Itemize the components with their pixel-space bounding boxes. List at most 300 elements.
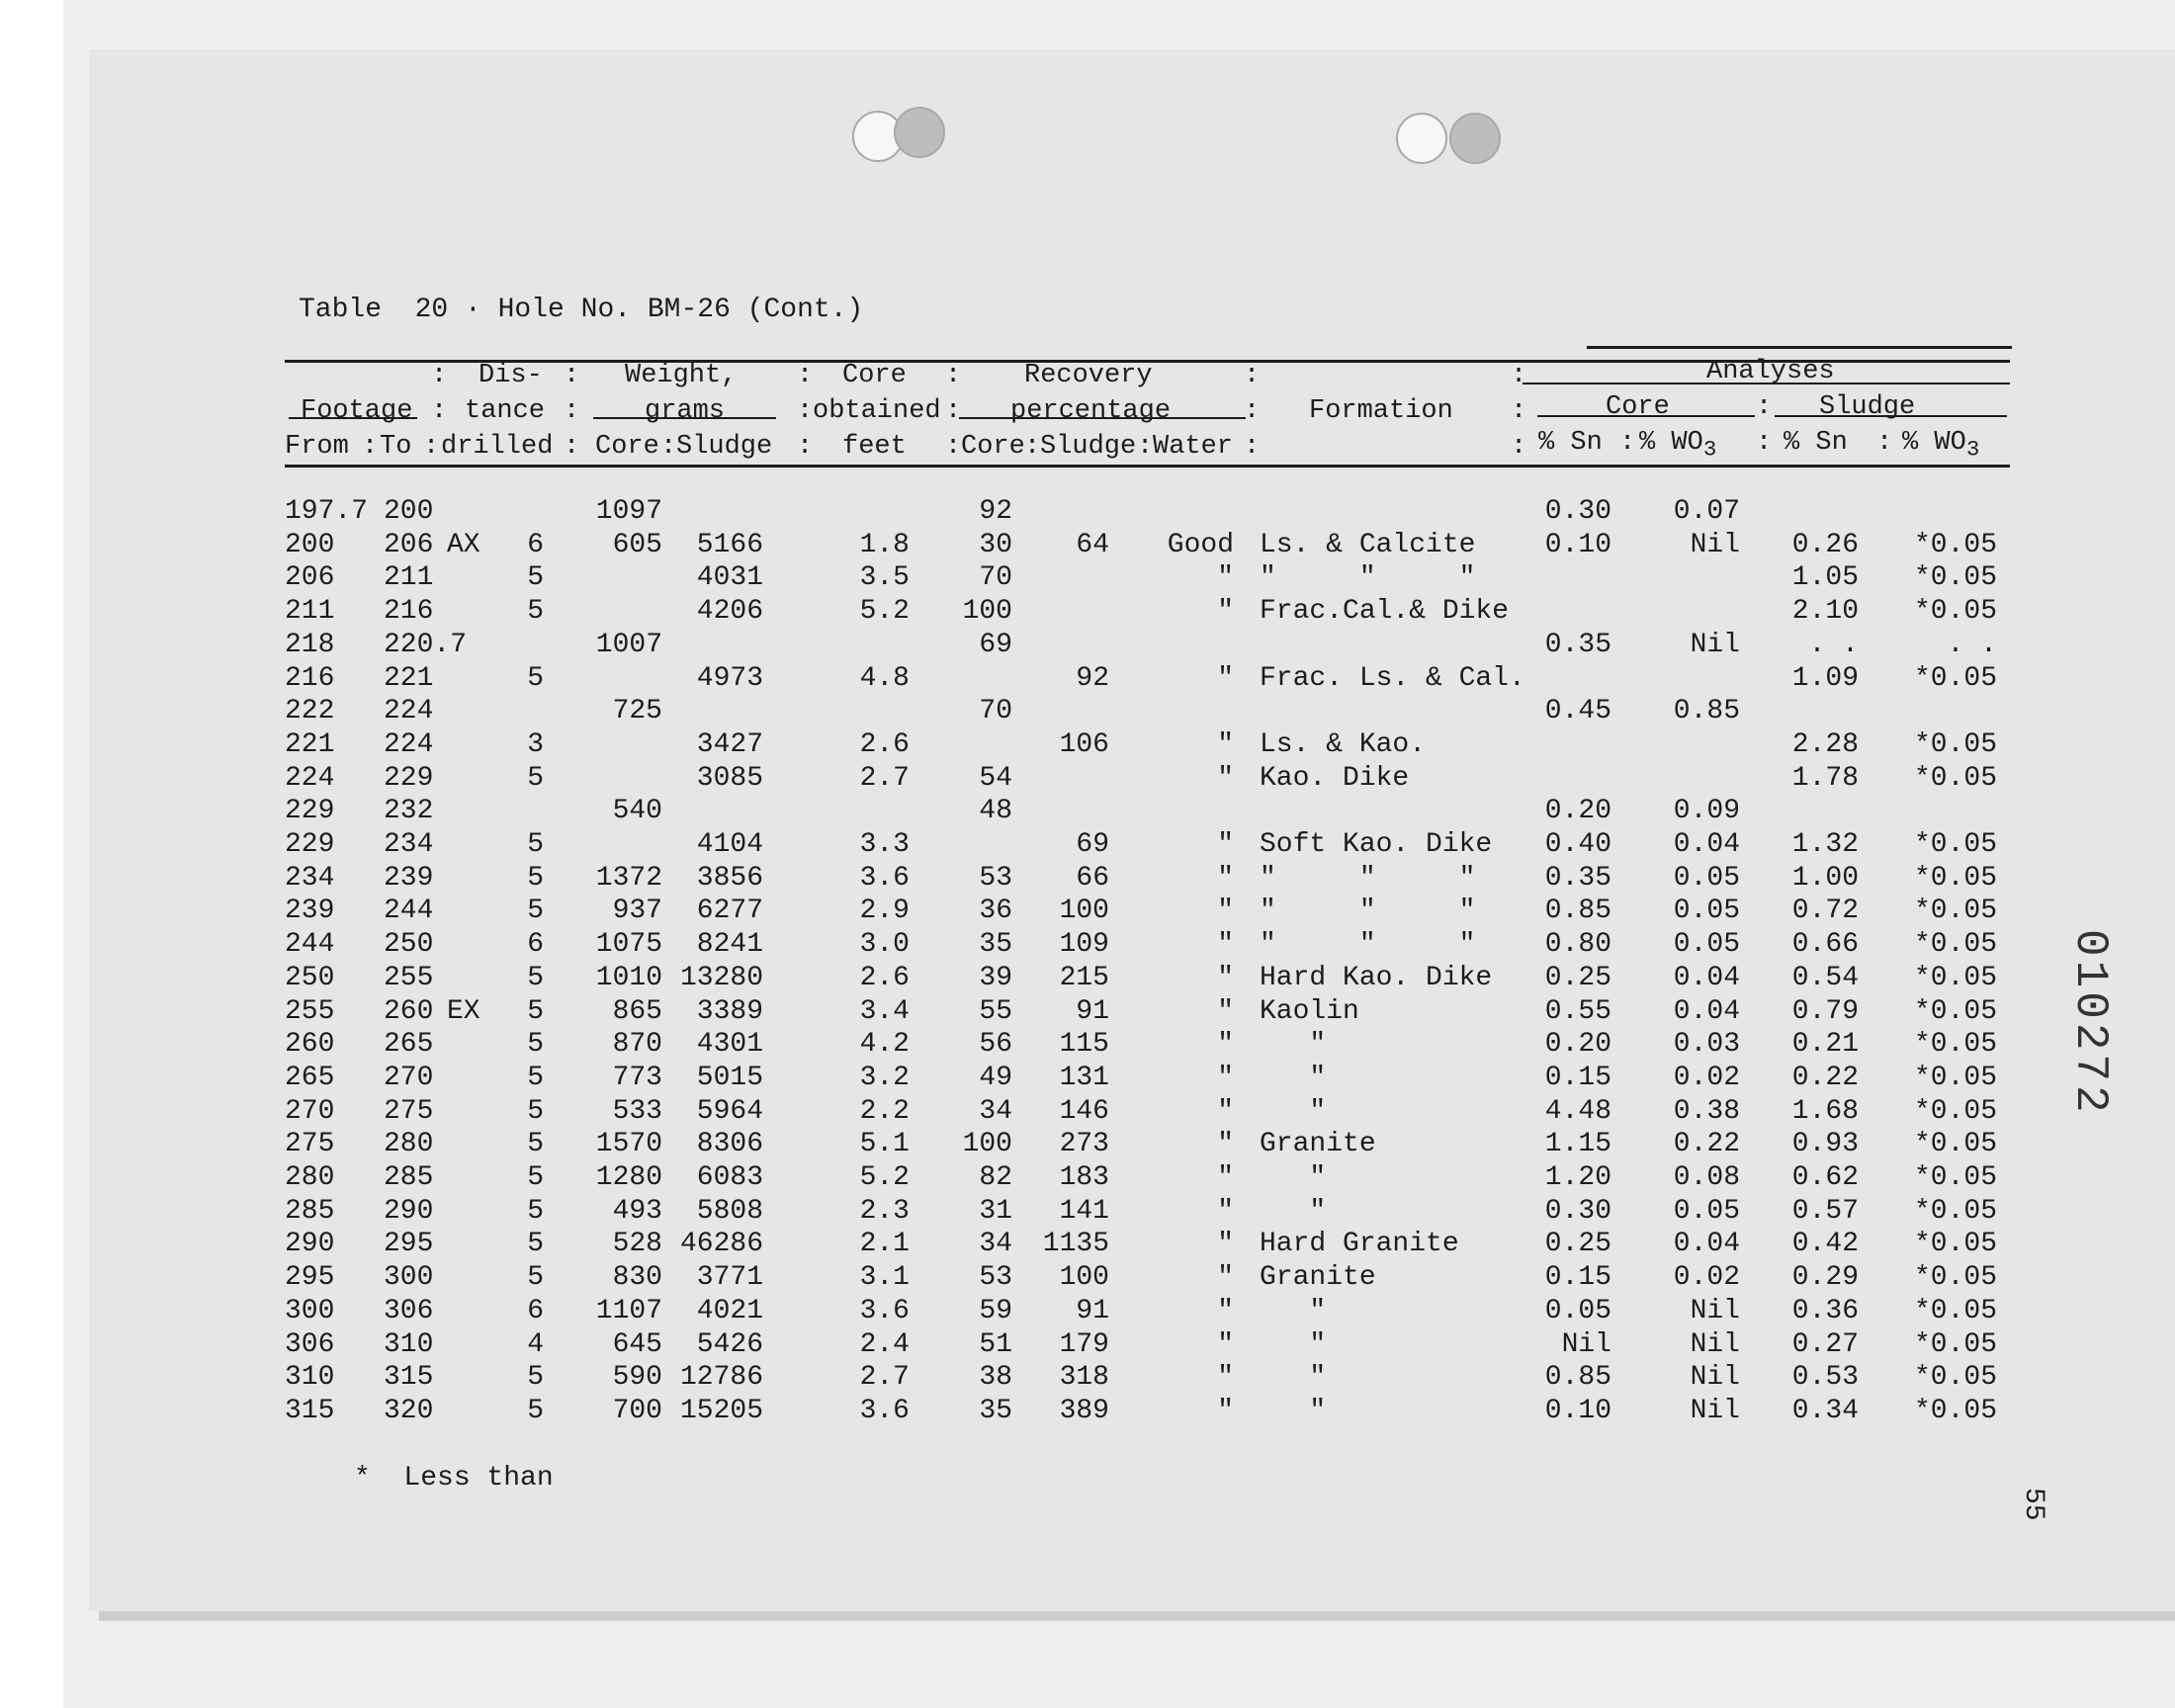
cell-rcore: 53: [979, 1262, 1012, 1294]
cell-formation: Soft Kao. Dike: [1260, 829, 1493, 860]
hdr-core-obtained-1: Core: [842, 361, 907, 390]
cell-csn: 0.20: [1544, 796, 1611, 827]
cell-csn: 0.25: [1544, 1229, 1611, 1260]
cell-csn: 0.15: [1544, 1062, 1611, 1093]
cell-wcore: 1372: [595, 862, 662, 894]
cell-to: 315: [384, 1362, 434, 1394]
cell-csn: 0.45: [1544, 696, 1611, 727]
cell-from: 315: [285, 1395, 335, 1426]
cell-dist: 5: [527, 562, 544, 594]
cell-swo: *0.05: [1913, 662, 1997, 694]
cell-from: 280: [285, 1162, 335, 1193]
cell-wsludge: 5166: [696, 529, 763, 560]
cell-ssn: 0.26: [1791, 529, 1859, 560]
cell-rsludge: 318: [1059, 1362, 1109, 1394]
cell-rsludge: 100: [1059, 896, 1109, 927]
cell-to: 211: [384, 562, 434, 594]
footnote: * Less than: [354, 1463, 554, 1494]
cell-formation: Granite: [1260, 1262, 1376, 1294]
cell-dist: 5: [527, 1062, 544, 1093]
cell-formation: ": [1260, 1162, 1327, 1193]
cell-rsludge: 141: [1059, 1195, 1109, 1227]
cell-cobt: 3.6: [859, 1295, 910, 1326]
cell-wcore: 1010: [595, 962, 662, 993]
cell-cobt: 4.2: [859, 1029, 910, 1061]
cell-formation: Granite: [1260, 1129, 1376, 1160]
cell-wcore: 493: [612, 1195, 662, 1227]
page-number: 55: [2018, 1488, 2048, 1521]
cell-wsludge: 4301: [696, 1029, 763, 1061]
cell-rcore: 69: [979, 629, 1012, 660]
cell-wsludge: 3771: [696, 1262, 763, 1294]
cell-rsludge: 389: [1059, 1395, 1109, 1426]
cell-csn: 0.85: [1544, 896, 1611, 927]
cell-csn: 0.10: [1544, 529, 1611, 560]
cell-cobt: 1.8: [859, 529, 910, 560]
cell-formation: Hard Granite: [1260, 1229, 1459, 1260]
cell-to: 306: [384, 1295, 434, 1326]
hdr-weight-2: grams: [645, 396, 726, 426]
cell-formation: ": [1260, 1295, 1327, 1326]
cell-dist: 5: [527, 662, 544, 694]
cell-wsludge: 5426: [696, 1328, 763, 1360]
cell-rsludge: 64: [1076, 529, 1109, 560]
cell-to: 265: [384, 1029, 434, 1061]
cell-to: 224: [384, 728, 434, 760]
cell-swo: *0.05: [1913, 529, 1997, 560]
cell-cobt: 2.7: [859, 1362, 910, 1394]
cell-from: 295: [285, 1262, 335, 1294]
cell-to: 255: [384, 962, 434, 993]
cell-wsludge: 4021: [696, 1295, 763, 1326]
cell-bit: AX: [447, 529, 480, 560]
hdr-formation: Formation: [1309, 396, 1453, 426]
cell-swo: *0.05: [1913, 1395, 1997, 1426]
cell-water: ": [1217, 962, 1234, 993]
hdr-analyses: Analyses: [1706, 357, 1835, 386]
cell-dist: 5: [527, 1162, 544, 1193]
cell-ssn: 0.72: [1791, 896, 1859, 927]
cell-rcore: 56: [979, 1029, 1012, 1061]
cell-cwo: Nil: [1690, 1395, 1740, 1426]
cell-wcore: 700: [612, 1395, 662, 1426]
cell-rcore: 54: [979, 762, 1012, 794]
cell-dist: 5: [527, 995, 544, 1027]
cell-swo: *0.05: [1913, 1095, 1997, 1127]
cell-cwo: 0.03: [1673, 1029, 1740, 1061]
cell-rcore: 82: [979, 1162, 1012, 1193]
cell-csn: 0.10: [1544, 1395, 1611, 1426]
cell-csn: 0.30: [1544, 496, 1611, 527]
cell-cobt: 3.4: [859, 995, 910, 1027]
cell-wsludge: 13280: [679, 962, 763, 993]
cell-cobt: 3.6: [859, 862, 910, 894]
cell-dist: 6: [527, 529, 544, 560]
cell-from: 221: [285, 728, 335, 760]
cell-rsludge: 273: [1059, 1129, 1109, 1160]
cell-wcore: 1107: [595, 1295, 662, 1326]
cell-rsludge: 66: [1076, 862, 1109, 894]
cell-dist: 5: [527, 1095, 544, 1127]
cell-from: 224: [285, 762, 335, 794]
cell-cwo: 0.05: [1673, 896, 1740, 927]
cell-ssn: 0.57: [1791, 1195, 1859, 1227]
cell-cobt: 5.1: [859, 1129, 910, 1160]
cell-swo: . .: [1947, 629, 1997, 660]
cell-dist: 6: [527, 929, 544, 961]
cell-wcore: 725: [612, 696, 662, 727]
cell-rcore: 34: [979, 1229, 1012, 1260]
cell-cwo: 0.05: [1673, 929, 1740, 961]
cell-dist: 5: [527, 862, 544, 894]
cell-dist: 3: [527, 728, 544, 760]
cell-from: 290: [285, 1229, 335, 1260]
cell-to: 270: [384, 1062, 434, 1093]
cell-water: ": [1217, 1295, 1234, 1326]
cell-swo: *0.05: [1913, 762, 1997, 794]
cell-ssn: 0.66: [1791, 929, 1859, 961]
cell-csn: 0.20: [1544, 1029, 1611, 1061]
cell-ssn: 0.62: [1791, 1162, 1859, 1193]
cell-csn: 1.20: [1544, 1162, 1611, 1193]
cell-to: 200: [384, 496, 434, 527]
cell-dist: 5: [527, 896, 544, 927]
cell-swo: *0.05: [1913, 995, 1997, 1027]
cell-cobt: 3.1: [859, 1262, 910, 1294]
cell-rcore: 49: [979, 1062, 1012, 1093]
cell-cobt: 2.7: [859, 762, 910, 794]
cell-water: ": [1217, 862, 1234, 894]
cell-water: ": [1217, 929, 1234, 961]
cell-from: 285: [285, 1195, 335, 1227]
cell-rcore: 34: [979, 1095, 1012, 1127]
cell-from: 206: [285, 562, 335, 594]
cell-water: ": [1217, 1129, 1234, 1160]
cell-csn: Nil: [1561, 1328, 1611, 1360]
cell-ssn: 0.79: [1791, 995, 1859, 1027]
cell-to: 220.7: [384, 629, 468, 660]
cell-water: ": [1217, 1395, 1234, 1426]
cell-wsludge: 6083: [696, 1162, 763, 1193]
hdr-recovery-water: Water: [1153, 432, 1234, 462]
cell-wsludge: 4973: [696, 662, 763, 694]
cell-cwo: 0.09: [1673, 796, 1740, 827]
cell-to: 229: [384, 762, 434, 794]
hdr-weight-1: Weight,: [625, 361, 738, 390]
cell-dist: 5: [527, 1395, 544, 1426]
cell-formation: " " ": [1260, 896, 1476, 927]
cell-rsludge: 100: [1059, 1262, 1109, 1294]
cell-to: 250: [384, 929, 434, 961]
cell-rsludge: 115: [1059, 1029, 1109, 1061]
cell-from: 250: [285, 962, 335, 993]
cell-swo: *0.05: [1913, 562, 1997, 594]
cell-formation: Frac.Cal.& Dike: [1260, 596, 1510, 628]
cell-water: ": [1217, 762, 1234, 794]
cell-rcore: 100: [962, 596, 1012, 628]
scan-margin: [0, 0, 63, 1708]
cell-from: 197.7: [285, 496, 369, 527]
cell-cwo: 0.05: [1673, 1195, 1740, 1227]
cell-swo: *0.05: [1913, 1295, 1997, 1326]
cell-cwo: 0.08: [1673, 1162, 1740, 1193]
cell-wsludge: 3427: [696, 728, 763, 760]
cell-wsludge: 3389: [696, 995, 763, 1027]
cell-rsludge: 109: [1059, 929, 1109, 961]
cell-csn: 0.55: [1544, 995, 1611, 1027]
cell-to: 232: [384, 796, 434, 827]
cell-ssn: 1.09: [1791, 662, 1859, 694]
cell-wsludge: 46286: [679, 1229, 763, 1260]
cell-from: 200: [285, 529, 335, 560]
cell-to: 285: [384, 1162, 434, 1193]
cell-cobt: 2.4: [859, 1328, 910, 1360]
cell-ssn: . .: [1808, 629, 1859, 660]
cell-cwo: 0.04: [1673, 1229, 1740, 1260]
cell-dist: 4: [527, 1328, 544, 1360]
cell-water: ": [1217, 829, 1234, 860]
cell-swo: *0.05: [1913, 1328, 1997, 1360]
cell-wcore: 773: [612, 1062, 662, 1093]
cell-water: Good: [1167, 529, 1234, 560]
cell-rcore: 39: [979, 962, 1012, 993]
cell-wcore: 870: [612, 1029, 662, 1061]
cell-water: ": [1217, 1195, 1234, 1227]
hdr-weight-core: Core: [595, 432, 659, 462]
cell-from: 265: [285, 1062, 335, 1093]
cell-from: 306: [285, 1328, 335, 1360]
cell-wcore: 1007: [595, 629, 662, 660]
cell-rsludge: 215: [1059, 962, 1109, 993]
cell-from: 300: [285, 1295, 335, 1326]
hdr-core-sn: % Sn: [1538, 428, 1603, 458]
cell-ssn: 1.05: [1791, 562, 1859, 594]
cell-formation: " " ": [1260, 562, 1476, 594]
cell-wcore: 590: [612, 1362, 662, 1394]
cell-from: 310: [285, 1362, 335, 1394]
cell-wcore: 937: [612, 896, 662, 927]
cell-from: 229: [285, 829, 335, 860]
hdr-distance-2: tance: [465, 396, 546, 426]
cell-rcore: 92: [979, 496, 1012, 527]
cell-cobt: 2.2: [859, 1095, 910, 1127]
cell-water: ": [1217, 1062, 1234, 1093]
hdr-core-obtained-2: obtained: [813, 396, 941, 426]
header-rule-bottom: [285, 465, 2010, 468]
cell-wsludge: 5808: [696, 1195, 763, 1227]
hdr-weight-sludge: Sludge: [676, 432, 773, 462]
cell-water: ": [1217, 662, 1234, 694]
hdr-analyses-core: Core: [1606, 392, 1670, 422]
cell-cwo: 0.02: [1673, 1062, 1740, 1093]
cell-ssn: 0.36: [1791, 1295, 1859, 1326]
cell-wcore: 645: [612, 1328, 662, 1360]
cell-wcore: 1280: [595, 1162, 662, 1193]
cell-cobt: 5.2: [859, 1162, 910, 1193]
cell-csn: 0.15: [1544, 1262, 1611, 1294]
hdr-recovery-sludge: Sludge: [1040, 432, 1137, 462]
cell-bit: EX: [447, 995, 480, 1027]
cell-water: ": [1217, 1229, 1234, 1260]
punch-hole-right-back: [1449, 113, 1501, 164]
hdr-recovery-2: percentage: [1010, 396, 1172, 426]
cell-from: 218: [285, 629, 335, 660]
cell-swo: *0.05: [1913, 1162, 1997, 1193]
cell-ssn: 0.54: [1791, 962, 1859, 993]
cell-cwo: 0.22: [1673, 1129, 1740, 1160]
cell-to: 295: [384, 1229, 434, 1260]
cell-water: ": [1217, 596, 1234, 628]
cell-from: 260: [285, 1029, 335, 1061]
cell-water: ": [1217, 562, 1234, 594]
cell-dist: 5: [527, 1229, 544, 1260]
cell-from: 244: [285, 929, 335, 961]
cell-rcore: 48: [979, 796, 1012, 827]
cell-to: 221: [384, 662, 434, 694]
cell-cwo: Nil: [1690, 1295, 1740, 1326]
cell-to: 290: [384, 1195, 434, 1227]
cell-formation: ": [1260, 1362, 1327, 1394]
cell-wsludge: 3856: [696, 862, 763, 894]
cell-water: ": [1217, 995, 1234, 1027]
cell-formation: ": [1260, 1328, 1327, 1360]
cell-cwo: 0.07: [1673, 496, 1740, 527]
cell-csn: 0.30: [1544, 1195, 1611, 1227]
cell-water: ": [1217, 1362, 1234, 1394]
cell-cobt: 3.2: [859, 1062, 910, 1093]
cell-swo: *0.05: [1913, 728, 1997, 760]
cell-dist: 5: [527, 1362, 544, 1394]
cell-rsludge: 92: [1076, 662, 1109, 694]
cell-swo: *0.05: [1913, 1362, 1997, 1394]
cell-wsludge: 12786: [679, 1362, 763, 1394]
cell-to: 310: [384, 1328, 434, 1360]
cell-ssn: 1.78: [1791, 762, 1859, 794]
cell-from: 239: [285, 896, 335, 927]
hdr-core-wo3: % $WO_3$: [1639, 428, 1717, 463]
cell-dist: 5: [527, 1129, 544, 1160]
cell-wcore: 533: [612, 1095, 662, 1127]
cell-swo: *0.05: [1913, 1195, 1997, 1227]
cell-water: ": [1217, 1262, 1234, 1294]
cell-water: ": [1217, 728, 1234, 760]
cell-ssn: 2.28: [1791, 728, 1859, 760]
hdr-sludge-wo3: % $WO_3$: [1902, 428, 1980, 463]
cell-csn: 0.35: [1544, 629, 1611, 660]
cell-cwo: 0.05: [1673, 862, 1740, 894]
cell-rcore: 31: [979, 1195, 1012, 1227]
cell-cwo: 0.04: [1673, 829, 1740, 860]
cell-csn: 0.80: [1544, 929, 1611, 961]
cell-to: 275: [384, 1095, 434, 1127]
cell-from: 211: [285, 596, 335, 628]
cell-swo: *0.05: [1913, 962, 1997, 993]
cell-wsludge: 5015: [696, 1062, 763, 1093]
hdr-from: From: [285, 432, 349, 462]
cell-dist: 5: [527, 1195, 544, 1227]
sheet-shadow: [99, 1611, 2175, 1621]
cell-to: 244: [384, 896, 434, 927]
cell-wcore: 1570: [595, 1129, 662, 1160]
cell-formation: " " ": [1260, 862, 1476, 894]
hdr-distance-3: drilled: [441, 432, 554, 462]
cell-rsludge: 91: [1076, 1295, 1109, 1326]
cell-ssn: 1.00: [1791, 862, 1859, 894]
header-rule-top-right: [1587, 346, 2012, 349]
cell-formation: Kaolin: [1260, 995, 1359, 1027]
cell-swo: *0.05: [1913, 1062, 1997, 1093]
cell-water: ": [1217, 1328, 1234, 1360]
cell-swo: *0.05: [1913, 1029, 1997, 1061]
cell-to: 224: [384, 696, 434, 727]
cell-cobt: 2.3: [859, 1195, 910, 1227]
cell-dist: 5: [527, 829, 544, 860]
cell-dist: 6: [527, 1295, 544, 1326]
cell-formation: Ls. & Kao.: [1260, 728, 1427, 760]
cell-dist: 5: [527, 1262, 544, 1294]
cell-swo: *0.05: [1913, 829, 1997, 860]
cell-cwo: 0.04: [1673, 962, 1740, 993]
cell-formation: ": [1260, 1395, 1327, 1426]
cell-formation: ": [1260, 1195, 1327, 1227]
cell-wcore: 865: [612, 995, 662, 1027]
cell-water: ": [1217, 1162, 1234, 1193]
cell-cobt: 4.8: [859, 662, 910, 694]
cell-rsludge: 1135: [1042, 1229, 1109, 1260]
cell-swo: *0.05: [1913, 1229, 1997, 1260]
cell-cwo: 0.85: [1673, 696, 1740, 727]
cell-wsludge: 8306: [696, 1129, 763, 1160]
cell-to: 216: [384, 596, 434, 628]
cell-ssn: 0.29: [1791, 1262, 1859, 1294]
cell-wcore: 540: [612, 796, 662, 827]
cell-wcore: 528: [612, 1229, 662, 1260]
punch-hole-left-back: [894, 107, 945, 158]
cell-rsludge: 91: [1076, 995, 1109, 1027]
cell-wsludge: 4031: [696, 562, 763, 594]
cell-rcore: 100: [962, 1129, 1012, 1160]
cell-cwo: 0.38: [1673, 1095, 1740, 1127]
cell-rsludge: 146: [1059, 1095, 1109, 1127]
cell-wsludge: 4104: [696, 829, 763, 860]
cell-water: ": [1217, 896, 1234, 927]
cell-rsludge: 69: [1076, 829, 1109, 860]
cell-swo: *0.05: [1913, 596, 1997, 628]
cell-wsludge: 15205: [679, 1395, 763, 1426]
cell-water: ": [1217, 1029, 1234, 1061]
cell-wcore: 1097: [595, 496, 662, 527]
cell-rsludge: 183: [1059, 1162, 1109, 1193]
hdr-core-obtained-3: feet: [842, 432, 907, 462]
cell-wsludge: 3085: [696, 762, 763, 794]
cell-csn: 0.85: [1544, 1362, 1611, 1394]
cell-rcore: 59: [979, 1295, 1012, 1326]
hdr-recovery-core: Core: [961, 432, 1025, 462]
cell-formation: ": [1260, 1095, 1327, 1127]
cell-wcore: 1075: [595, 929, 662, 961]
cell-csn: 1.15: [1544, 1129, 1611, 1160]
cell-rcore: 35: [979, 1395, 1012, 1426]
side-document-code: 010272: [2064, 929, 2116, 1117]
cell-formation: Frac. Ls. & Cal.: [1260, 662, 1525, 694]
hdr-distance-1: Dis-: [478, 361, 543, 390]
cell-cwo: Nil: [1690, 529, 1740, 560]
cell-cwo: Nil: [1690, 629, 1740, 660]
cell-cobt: 3.5: [859, 562, 910, 594]
cell-from: 222: [285, 696, 335, 727]
cell-rsludge: 179: [1059, 1328, 1109, 1360]
cell-ssn: 0.21: [1791, 1029, 1859, 1061]
